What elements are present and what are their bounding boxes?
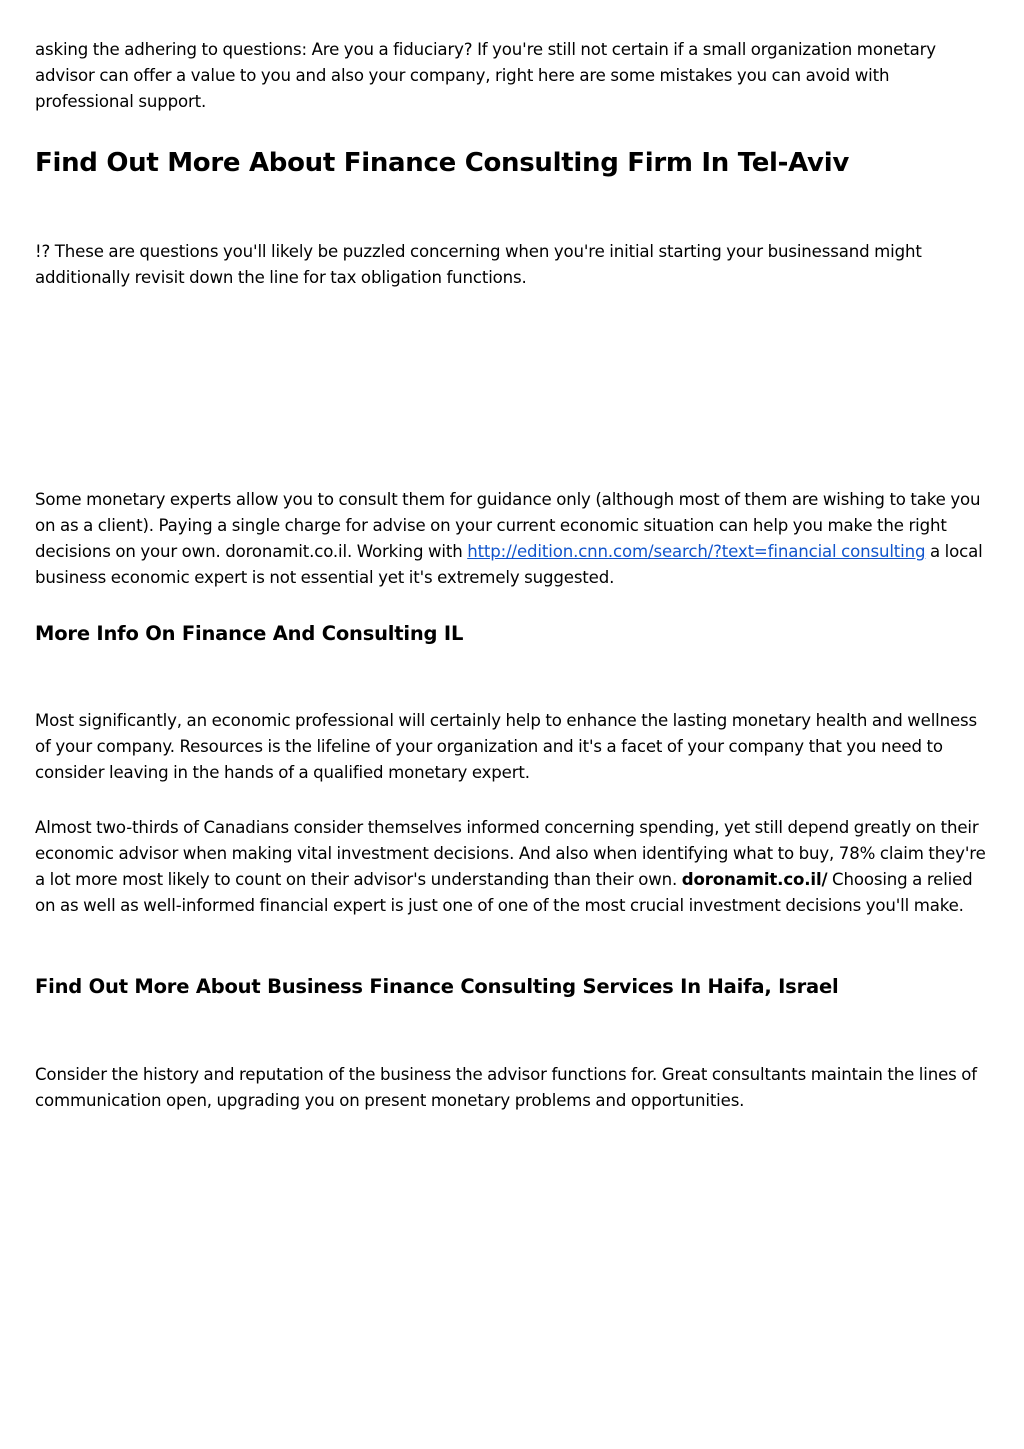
paragraph-advisor-history: Consider the history and reputation of the business the advisor functions for. Great consultants maintain the lines of communication open, upgrading you on present monetary problems and opportunities.: [35, 1065, 977, 1110]
paragraph-economic-professional: Most significantly, an economic professional will certainly help to enhance the lasting monetary health and wellness of your company. Resources is the lifeline of your organization and it's a facet of your company that you need to consider leaving in the hands of a qualified monetary expert.: [35, 711, 978, 782]
intro-paragraph: asking the adhering to questions: Are you a fiduciary? If you're still not certain if a small organization monetary advisor can offer a value to you and also your company, right here are some mistakes you can avoid with professional support.: [35, 40, 936, 111]
paragraph-tax-questions: !? These are questions you'll likely be puzzled concerning when you're initial starting your businessand might additionally revisit down the line for tax obligation functions.: [35, 242, 922, 287]
doronamit-bold-text: doronamit.co.il/: [681, 870, 828, 889]
paragraph-canadians-investing: [35, 815, 990, 919]
heading-business-finance-haifa: Find Out More About Business Finance Consulting Services In Haifa, Israel: [35, 975, 839, 998]
paragraph-canadians-text-before: Almost two-thirds of Canadians consider themselves informed concerning spending, yet still depend greatly on their economic advisor when making vital investment decisions. And also when identifying what to buy, 78% claim they're a lot more most likely to count on their advisor's understanding than their own.: [35, 818, 986, 889]
paragraph-monetary-experts-text-after: a local business economic expert is not essential yet it's extremely suggested.: [35, 542, 983, 587]
heading-finance-consulting-il: More Info On Finance And Consulting IL: [35, 622, 464, 645]
heading-finance-consulting-tel-aviv: Find Out More About Finance Consulting Firm In Tel-Aviv: [35, 148, 849, 178]
paragraph-monetary-experts-text-before: Some monetary experts allow you to consult them for guidance only (although most of them are wishing to take you on as a client). Paying a single charge for advise on your current economic situation can help you make the right decisions on your own. doronamit.co.il. Working with: [35, 490, 981, 561]
paragraph-canadians-text-after: Choosing a relied on as well as well-informed financial expert is just one of one of the most crucial investment decisions you'll make.: [35, 870, 973, 915]
cnn-search-link[interactable]: http://edition.cnn.com/search/?text=financial consulting: [467, 542, 926, 561]
paragraph-monetary-experts: [35, 487, 990, 591]
